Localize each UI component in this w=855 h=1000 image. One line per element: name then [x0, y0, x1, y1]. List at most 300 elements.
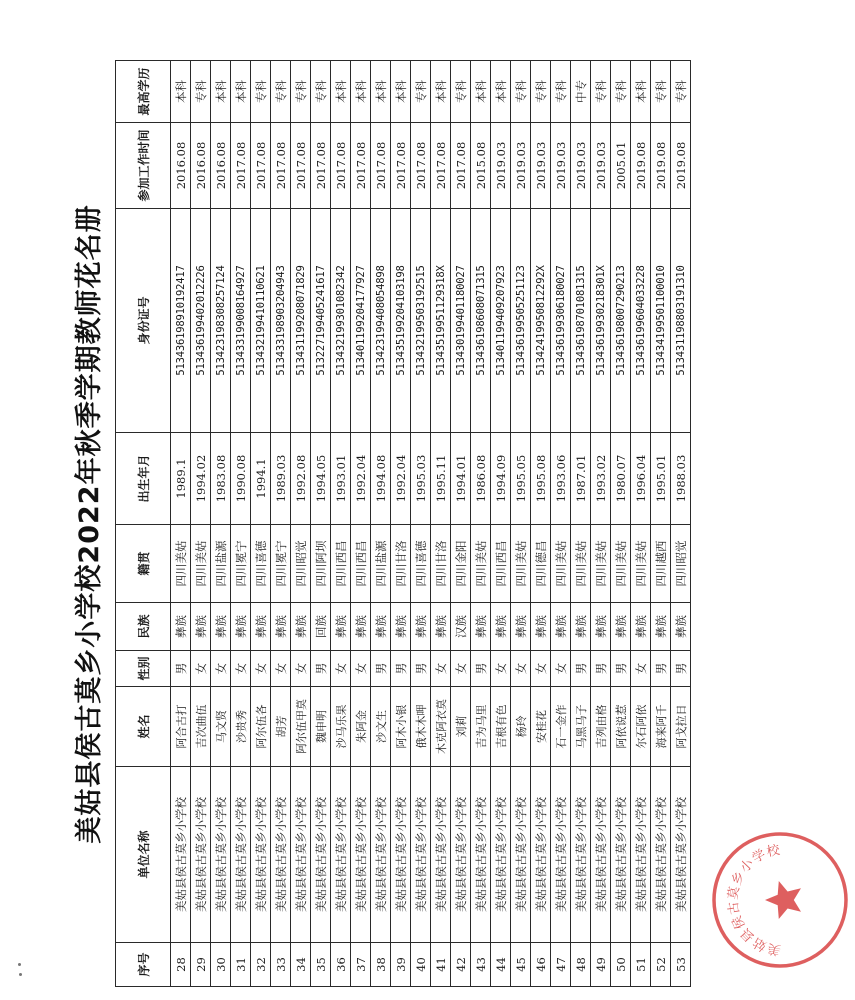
cell-gender: 女	[631, 651, 651, 687]
cell-work-start: 2019.03	[571, 123, 591, 209]
cell-index: 37	[351, 943, 371, 987]
table-row	[511, 61, 531, 987]
cell-birth: 1987.01	[571, 433, 591, 525]
cell-index: 41	[431, 943, 451, 987]
cell-hometown: 四川德昌	[531, 525, 551, 603]
cell-education: 专科	[611, 61, 631, 123]
cell-education: 本科	[491, 61, 511, 123]
cell-unit: 美姑县侯古莫乡小学校	[311, 767, 331, 943]
cell-id-number: 513435199204103198	[391, 209, 411, 433]
cell-education: 专科	[291, 61, 311, 123]
cell-gender: 女	[331, 651, 351, 687]
cell-id-number: 513430199401180027	[451, 209, 471, 433]
cell-unit: 美姑县侯古莫乡小学校	[411, 767, 431, 943]
cell-education: 专科	[411, 61, 431, 123]
cell-unit: 美姑县侯古莫乡小学校	[251, 767, 271, 943]
cell-work-start: 2016.08	[191, 123, 211, 209]
cell-ethnicity: 彝族	[611, 603, 631, 651]
cell-gender: 女	[431, 651, 451, 687]
cell-ethnicity: 彝族	[431, 603, 451, 651]
cell-id-number: 513436198608071315	[471, 209, 491, 433]
cell-education: 专科	[451, 61, 471, 123]
cell-unit: 美姑县侯古莫乡小学校	[271, 767, 291, 943]
cell-hometown: 四川美姑	[611, 525, 631, 603]
cell-work-start: 2017.08	[391, 123, 411, 209]
table-row	[471, 61, 491, 987]
cell-birth: 1989.1	[171, 433, 191, 525]
cell-work-start: 2017.08	[331, 123, 351, 209]
table-row	[391, 61, 411, 987]
cell-name: 阿戈拉日	[671, 687, 691, 767]
col-header-work-start: 参加工作时间	[116, 123, 171, 209]
cell-name: 吉次曲伍	[191, 687, 211, 767]
table-row	[211, 61, 231, 987]
cell-gender: 男	[311, 651, 331, 687]
cell-ethnicity: 彝族	[591, 603, 611, 651]
table-row	[451, 61, 471, 987]
cell-hometown: 四川甘洛	[431, 525, 451, 603]
cell-id-number: 513436198910192417	[171, 209, 191, 433]
document-title: 美姑县侯古莫乡小学校2022年秋季学期教师花名册	[74, 204, 105, 844]
cell-work-start: 2017.08	[251, 123, 271, 209]
cell-unit: 美姑县侯古莫乡小学校	[531, 767, 551, 943]
cell-birth: 1994.05	[311, 433, 331, 525]
cell-gender: 男	[591, 651, 611, 687]
cell-ethnicity: 彝族	[671, 603, 691, 651]
cell-name: 马黑马子	[571, 687, 591, 767]
col-header-id-number: 身份证号	[116, 209, 171, 433]
cell-birth: 1995.11	[431, 433, 451, 525]
cell-hometown: 四川美姑	[511, 525, 531, 603]
cell-birth: 1992.08	[291, 433, 311, 525]
table-row	[611, 61, 631, 987]
cell-education: 专科	[591, 61, 611, 123]
cell-id-number: 513436199505251123	[511, 209, 531, 433]
cell-gender: 女	[511, 651, 531, 687]
col-header-name: 姓名	[116, 687, 171, 767]
table-row	[551, 61, 571, 987]
cell-index: 53	[671, 943, 691, 987]
cell-birth: 1992.04	[391, 433, 411, 525]
cell-unit: 美姑县侯古莫乡小学校	[211, 767, 231, 943]
cell-hometown: 四川金阳	[451, 525, 471, 603]
cell-ethnicity: 彝族	[531, 603, 551, 651]
cell-hometown: 四川越西	[651, 525, 671, 603]
cell-index: 28	[171, 943, 191, 987]
col-header-unit: 单位名称	[116, 767, 171, 943]
cell-birth: 1989.03	[271, 433, 291, 525]
cell-hometown: 四川美姑	[571, 525, 591, 603]
cell-ethnicity: 汉族	[451, 603, 471, 651]
cell-hometown: 四川昭觉	[671, 525, 691, 603]
cell-gender: 女	[351, 651, 371, 687]
cell-work-start: 2017.08	[351, 123, 371, 209]
col-header-education: 最高学历	[116, 61, 171, 123]
table-row	[231, 61, 251, 987]
cell-id-number: 51343519951129318X	[431, 209, 451, 433]
cell-work-start: 2019.08	[651, 123, 671, 209]
cell-hometown: 四川冕宁	[231, 525, 251, 603]
cell-birth: 1993.01	[331, 433, 351, 525]
cell-gender: 女	[291, 651, 311, 687]
cell-hometown: 四川西昌	[491, 525, 511, 603]
cell-birth: 1992.04	[351, 433, 371, 525]
cell-id-number: 513423199408054898	[371, 209, 391, 433]
cell-name: 阿尔伍甲莫	[291, 687, 311, 767]
cell-hometown: 四川美姑	[191, 525, 211, 603]
cell-name: 石一金作	[551, 687, 571, 767]
cell-education: 专科	[531, 61, 551, 123]
col-header-ethnicity: 民族	[116, 603, 171, 651]
cell-id-number: 513423198308257124	[211, 209, 231, 433]
cell-education: 专科	[551, 61, 571, 123]
cell-ethnicity: 彝族	[511, 603, 531, 651]
cell-id-number: 51343619930218301X	[591, 209, 611, 433]
cell-hometown: 四川盐源	[371, 525, 391, 603]
cell-id-number: 513436198007290213	[611, 209, 631, 433]
cell-unit: 美姑县侯古莫乡小学校	[471, 767, 491, 943]
cell-index: 35	[311, 943, 331, 987]
table-row	[331, 61, 351, 987]
cell-name: 沙马乐果	[331, 687, 351, 767]
cell-id-number: 513227199405241617	[311, 209, 331, 433]
cell-unit: 美姑县侯古莫乡小学校	[331, 767, 351, 943]
table-row	[291, 61, 311, 987]
cell-birth: 1994.01	[451, 433, 471, 525]
cell-unit: 美姑县侯古莫乡小学校	[391, 767, 411, 943]
cell-birth: 1994.08	[371, 433, 391, 525]
cell-birth: 1994.09	[491, 433, 511, 525]
cell-ethnicity: 彝族	[651, 603, 671, 651]
cell-ethnicity: 彝族	[391, 603, 411, 651]
cell-work-start: 2019.03	[551, 123, 571, 209]
cell-education: 专科	[671, 61, 691, 123]
cell-index: 46	[531, 943, 551, 987]
cell-work-start: 2017.08	[371, 123, 391, 209]
table-row	[591, 61, 611, 987]
cell-hometown: 四川西昌	[351, 525, 371, 603]
cell-index: 34	[291, 943, 311, 987]
cell-education: 专科	[251, 61, 271, 123]
cell-birth: 1993.02	[591, 433, 611, 525]
cell-id-number: 513431199208071829	[291, 209, 311, 433]
cell-gender: 男	[471, 651, 491, 687]
cell-unit: 美姑县侯古莫乡小学校	[631, 767, 651, 943]
teacher-roster-table	[115, 60, 691, 987]
cell-birth: 1983.08	[211, 433, 231, 525]
cell-index: 29	[191, 943, 211, 987]
cell-id-number: 513436199402012226	[191, 209, 211, 433]
cell-name: 马文贤	[211, 687, 231, 767]
table-row	[411, 61, 431, 987]
cell-unit: 美姑县侯古莫乡小学校	[231, 767, 251, 943]
cell-id-number: 513431198803191310	[671, 209, 691, 433]
cell-work-start: 2016.08	[171, 123, 191, 209]
cell-education: 本科	[431, 61, 451, 123]
cell-work-start: 2019.08	[631, 123, 651, 209]
cell-education: 本科	[391, 61, 411, 123]
table-row	[431, 61, 451, 987]
table-row	[271, 61, 291, 987]
cell-id-number: 513401199204177927	[351, 209, 371, 433]
cell-work-start: 2017.08	[231, 123, 251, 209]
cell-gender: 女	[451, 651, 471, 687]
cell-name: 沙贵秀	[231, 687, 251, 767]
cell-ethnicity: 彝族	[491, 603, 511, 651]
cell-work-start: 2017.08	[451, 123, 471, 209]
cell-education: 专科	[651, 61, 671, 123]
cell-index: 45	[511, 943, 531, 987]
cell-birth: 1994.1	[251, 433, 271, 525]
cell-birth: 1995.01	[651, 433, 671, 525]
cell-name: 吉列由格	[591, 687, 611, 767]
table-row	[491, 61, 511, 987]
cell-unit: 美姑县侯古莫乡小学校	[551, 767, 571, 943]
cell-name: 朱阿金	[351, 687, 371, 767]
cell-education: 本科	[231, 61, 251, 123]
table-body	[171, 61, 691, 987]
cell-index: 38	[371, 943, 391, 987]
cell-ethnicity: 彝族	[411, 603, 431, 651]
cell-name: 吉为马里	[471, 687, 491, 767]
cell-name: 刘莉	[451, 687, 471, 767]
cell-ethnicity: 彝族	[231, 603, 251, 651]
cell-gender: 女	[531, 651, 551, 687]
col-header-index: 序号	[116, 943, 171, 987]
cell-name: 阿合古打	[171, 687, 191, 767]
cell-hometown: 四川喜德	[411, 525, 431, 603]
cell-id-number: 513432199301082342	[331, 209, 351, 433]
cell-hometown: 四川甘洛	[391, 525, 411, 603]
cell-unit: 美姑县侯古莫乡小学校	[611, 767, 631, 943]
cell-index: 30	[211, 943, 231, 987]
table-row	[351, 61, 371, 987]
cell-unit: 美姑县侯古莫乡小学校	[591, 767, 611, 943]
cell-gender: 男	[571, 651, 591, 687]
cell-name: 阿依说惹	[611, 687, 631, 767]
official-seal	[705, 825, 855, 975]
cell-index: 33	[271, 943, 291, 987]
cell-id-number: 513434199501100010	[651, 209, 671, 433]
cell-gender: 男	[391, 651, 411, 687]
cell-id-number: 513436199604033228	[631, 209, 651, 433]
cell-gender: 男	[671, 651, 691, 687]
cell-ethnicity: 彝族	[551, 603, 571, 651]
cell-index: 47	[551, 943, 571, 987]
cell-work-start: 2019.03	[591, 123, 611, 209]
cell-work-start: 2019.03	[491, 123, 511, 209]
cell-id-number: 513401199409207923	[491, 209, 511, 433]
scan-speck	[19, 973, 22, 976]
cell-birth: 1995.08	[531, 433, 551, 525]
table-row	[631, 61, 651, 987]
cell-index: 44	[491, 943, 511, 987]
cell-ethnicity: 彝族	[351, 603, 371, 651]
cell-name: 沙文生	[371, 687, 391, 767]
cell-name: 海来阿千	[651, 687, 671, 767]
cell-work-start: 2019.08	[671, 123, 691, 209]
cell-work-start: 2017.08	[291, 123, 311, 209]
cell-gender: 男	[171, 651, 191, 687]
cell-hometown: 四川昭觉	[291, 525, 311, 603]
col-header-gender: 性别	[116, 651, 171, 687]
cell-education: 本科	[211, 61, 231, 123]
cell-name: 胡芳	[271, 687, 291, 767]
cell-id-number: 51342419950812292X	[531, 209, 551, 433]
seal-ring	[714, 834, 846, 966]
cell-birth: 1995.03	[411, 433, 431, 525]
cell-id-number: 513433199008164927	[231, 209, 251, 433]
cell-name: 阿尔伍各	[251, 687, 271, 767]
col-header-birth: 出生年月	[116, 433, 171, 525]
cell-unit: 美姑县侯古莫乡小学校	[571, 767, 591, 943]
cell-unit: 美姑县侯古莫乡小学校	[671, 767, 691, 943]
table-row	[171, 61, 191, 987]
cell-hometown: 四川阿坝	[311, 525, 331, 603]
cell-unit: 美姑县侯古莫乡小学校	[291, 767, 311, 943]
cell-unit: 美姑县侯古莫乡小学校	[491, 767, 511, 943]
cell-gender: 男	[411, 651, 431, 687]
star-icon	[765, 881, 801, 919]
cell-name: 吉根有色	[491, 687, 511, 767]
table-row	[251, 61, 271, 987]
cell-id-number: 513432199503192515	[411, 209, 431, 433]
cell-education: 专科	[311, 61, 331, 123]
cell-gender: 男	[371, 651, 391, 687]
cell-education: 本科	[631, 61, 651, 123]
cell-name: 魏申明	[311, 687, 331, 767]
cell-gender: 女	[231, 651, 251, 687]
col-header-hometown: 籍贯	[116, 525, 171, 603]
cell-index: 32	[251, 943, 271, 987]
cell-index: 39	[391, 943, 411, 987]
cell-name: 尔石阿依	[631, 687, 651, 767]
cell-birth: 1986.08	[471, 433, 491, 525]
cell-birth: 1980.07	[611, 433, 631, 525]
cell-unit: 美姑县侯古莫乡小学校	[651, 767, 671, 943]
cell-unit: 美姑县侯古莫乡小学校	[371, 767, 391, 943]
cell-ethnicity: 彝族	[251, 603, 271, 651]
cell-unit: 美姑县侯古莫乡小学校	[191, 767, 211, 943]
cell-name: 安桂花	[531, 687, 551, 767]
cell-unit: 美姑县侯古莫乡小学校	[511, 767, 531, 943]
cell-index: 52	[651, 943, 671, 987]
cell-birth: 1990.08	[231, 433, 251, 525]
cell-hometown: 四川喜德	[251, 525, 271, 603]
cell-ethnicity: 彝族	[291, 603, 311, 651]
cell-ethnicity: 彝族	[371, 603, 391, 651]
cell-work-start: 2017.08	[431, 123, 451, 209]
table-row	[571, 61, 591, 987]
cell-gender: 男	[651, 651, 671, 687]
cell-birth: 1988.03	[671, 433, 691, 525]
table-row	[531, 61, 551, 987]
cell-gender: 女	[271, 651, 291, 687]
cell-ethnicity: 彝族	[271, 603, 291, 651]
cell-ethnicity: 彝族	[471, 603, 491, 651]
table-row	[651, 61, 671, 987]
cell-birth: 1995.05	[511, 433, 531, 525]
cell-index: 40	[411, 943, 431, 987]
cell-unit: 美姑县侯古莫乡小学校	[171, 767, 191, 943]
cell-hometown: 四川美姑	[591, 525, 611, 603]
cell-index: 50	[611, 943, 631, 987]
cell-id-number: 513436199306180027	[551, 209, 571, 433]
cell-gender: 女	[491, 651, 511, 687]
cell-id-number: 513433198903204943	[271, 209, 291, 433]
cell-education: 专科	[271, 61, 291, 123]
cell-work-start: 2017.08	[271, 123, 291, 209]
cell-name: 阿木小银	[391, 687, 411, 767]
cell-unit: 美姑县侯古莫乡小学校	[351, 767, 371, 943]
cell-name: 木克阿衣莫	[431, 687, 451, 767]
cell-hometown: 四川美姑	[631, 525, 651, 603]
cell-gender: 女	[211, 651, 231, 687]
cell-hometown: 四川美姑	[551, 525, 571, 603]
cell-work-start: 2019.03	[531, 123, 551, 209]
cell-gender: 女	[191, 651, 211, 687]
cell-birth: 1994.02	[191, 433, 211, 525]
cell-gender: 女	[551, 651, 571, 687]
cell-index: 48	[571, 943, 591, 987]
cell-birth: 1996.04	[631, 433, 651, 525]
cell-id-number: 513436198701081315	[571, 209, 591, 433]
cell-ethnicity: 彝族	[571, 603, 591, 651]
cell-index: 31	[231, 943, 251, 987]
cell-ethnicity: 彝族	[631, 603, 651, 651]
cell-hometown: 四川盐源	[211, 525, 231, 603]
roster-page	[65, 61, 783, 987]
cell-name: 杨玲	[511, 687, 531, 767]
cell-work-start: 2019.03	[511, 123, 531, 209]
cell-education: 本科	[351, 61, 371, 123]
cell-work-start: 2015.08	[471, 123, 491, 209]
cell-work-start: 2017.08	[411, 123, 431, 209]
scan-speck	[18, 963, 21, 966]
cell-work-start: 2005.01	[611, 123, 631, 209]
cell-education: 专科	[511, 61, 531, 123]
cell-hometown: 四川西昌	[331, 525, 351, 603]
cell-ethnicity: 彝族	[331, 603, 351, 651]
table-row	[311, 61, 331, 987]
cell-work-start: 2017.08	[311, 123, 331, 209]
cell-ethnicity: 回族	[311, 603, 331, 651]
cell-hometown: 四川冕宁	[271, 525, 291, 603]
cell-education: 本科	[371, 61, 391, 123]
cell-id-number: 513432199410110621	[251, 209, 271, 433]
cell-education: 中专	[571, 61, 591, 123]
cell-ethnicity: 彝族	[171, 603, 191, 651]
seal-text: 美姑县侯古莫乡小学校	[726, 842, 783, 958]
cell-gender: 女	[251, 651, 271, 687]
cell-ethnicity: 彝族	[191, 603, 211, 651]
table-row	[371, 61, 391, 987]
table-header-row	[116, 61, 171, 987]
table-row	[191, 61, 211, 987]
cell-gender: 男	[611, 651, 631, 687]
cell-unit: 美姑县侯古莫乡小学校	[431, 767, 451, 943]
cell-name: 俄木木呷	[411, 687, 431, 767]
cell-index: 43	[471, 943, 491, 987]
cell-birth: 1993.06	[551, 433, 571, 525]
cell-education: 专科	[191, 61, 211, 123]
cell-index: 42	[451, 943, 471, 987]
cell-education: 本科	[331, 61, 351, 123]
cell-index: 49	[591, 943, 611, 987]
cell-index: 36	[331, 943, 351, 987]
cell-index: 51	[631, 943, 651, 987]
cell-work-start: 2016.08	[211, 123, 231, 209]
